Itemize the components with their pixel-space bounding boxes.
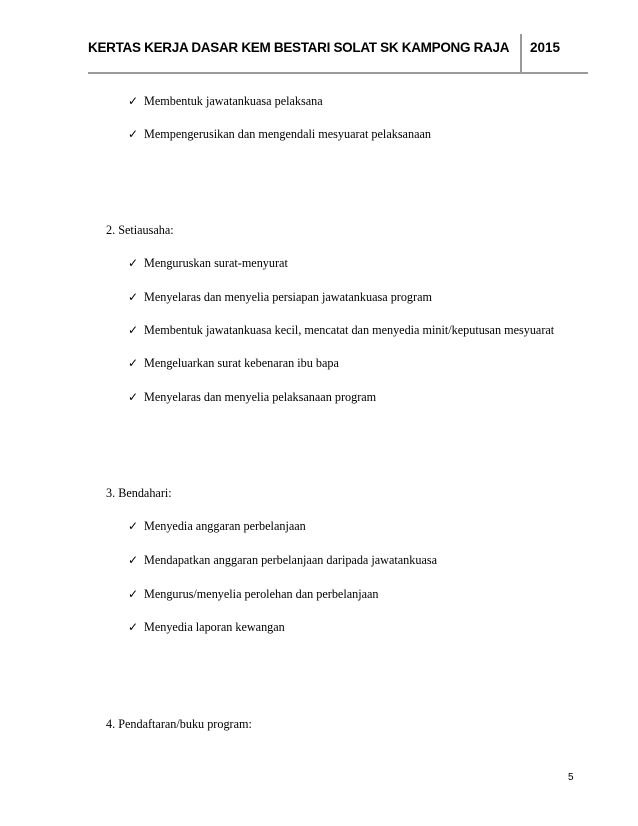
- section-heading: 2. Setiausaha:: [106, 223, 174, 237]
- list-item: [128, 255, 288, 271]
- document-year: 2015: [530, 40, 561, 55]
- list-item-text: Menguruskan surat-menyurat: [144, 256, 288, 270]
- section-heading: 4. Pendaftaran/buku program:: [106, 717, 252, 731]
- list-item: [128, 355, 339, 371]
- checkmark-icon: ✓: [128, 620, 139, 634]
- list-item: [128, 126, 431, 142]
- list-item-text: Membentuk jawatankuasa kecil, mencatat dan menyedia minit/keputusan mesyuarat: [144, 323, 555, 337]
- page-number: 5: [568, 772, 574, 783]
- list-item: [128, 322, 554, 338]
- list-item: [128, 93, 323, 109]
- checkmark-icon: ✓: [128, 553, 139, 567]
- page-header: [88, 38, 588, 74]
- checkmark-icon: ✓: [128, 290, 139, 304]
- list-item-text: Menyedia laporan kewangan: [144, 620, 285, 634]
- checkmark-icon: ✓: [128, 356, 139, 370]
- checkmark-icon: ✓: [128, 127, 139, 141]
- list-item: [128, 586, 379, 602]
- list-item-text: Membentuk jawatankuasa pelaksana: [144, 94, 323, 108]
- document-title: KERTAS KERJA DASAR KEM BESTARI SOLAT SK KAMPONG RAJA: [88, 40, 510, 55]
- list-item: [128, 289, 432, 305]
- list-item-text: Mengurus/menyelia perolehan dan perbelanjaan: [144, 587, 379, 601]
- list-item-text: Menyelaras dan menyelia persiapan jawatankuasa program: [144, 290, 432, 304]
- checkmark-icon: ✓: [128, 519, 139, 533]
- list-item-text: Menyelaras dan menyelia pelaksanaan program: [144, 390, 377, 404]
- section-heading: 3. Bendahari:: [106, 486, 172, 500]
- checkmark-icon: ✓: [128, 256, 139, 270]
- list-item: [128, 518, 306, 534]
- list-item: [128, 389, 376, 405]
- checkmark-icon: ✓: [128, 587, 139, 601]
- list-item-text: Mempengerusikan dan mengendali mesyuarat pelaksanaan: [144, 127, 431, 141]
- checkmark-icon: ✓: [128, 390, 139, 404]
- checkmark-icon: ✓: [128, 323, 139, 337]
- list-item: [128, 619, 285, 635]
- checkmark-icon: ✓: [128, 94, 139, 108]
- list-item-text: Mendapatkan anggaran perbelanjaan daripada jawatankuasa: [144, 553, 438, 567]
- list-item: [128, 552, 437, 568]
- list-item-text: Mengeluarkan surat kebenaran ibu bapa: [144, 356, 339, 370]
- header-divider: [520, 34, 522, 74]
- list-item-text: Menyedia anggaran perbelanjaan: [144, 519, 306, 533]
- header-rule: [88, 72, 588, 74]
